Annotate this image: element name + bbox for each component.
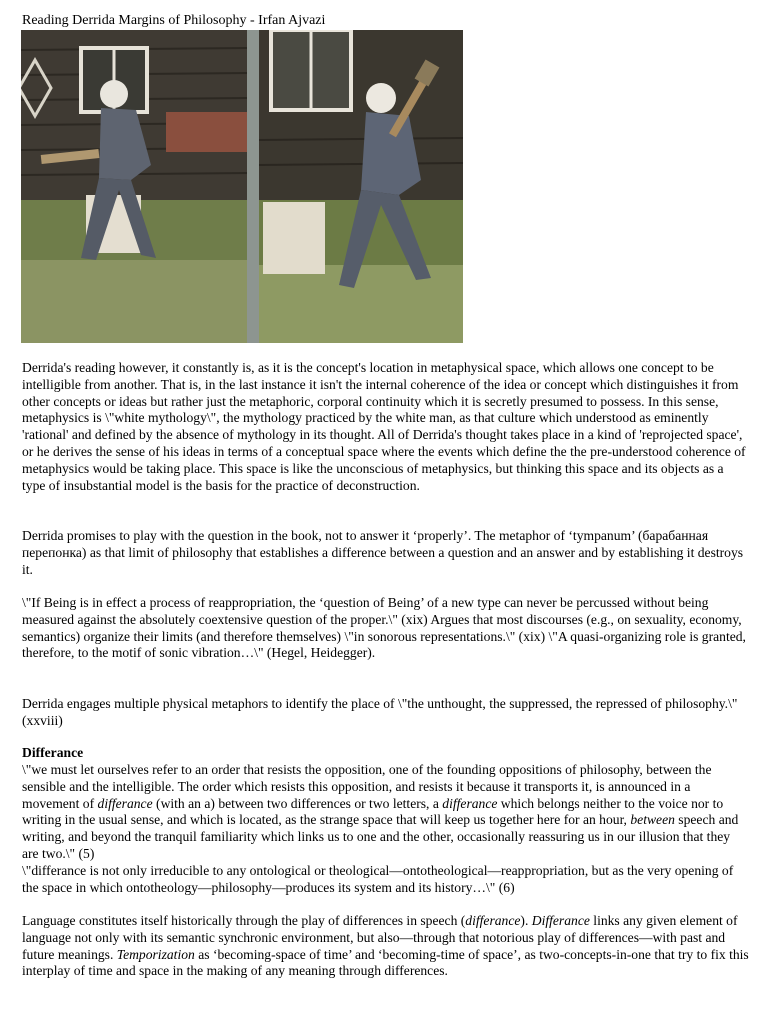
photo-image (21, 30, 463, 343)
document-title: Reading Derrida Margins of Philosophy - Irfan Ajvazi (22, 13, 326, 28)
differance-quote-1: \"we must let ourselves refer to an order that resists the opposition, one of the founding oppositions of philosophy, between the sensible and the intelligible. The order which resists this opposition, and resists it because it transports it, is announced in a movement of differance (with an a) between two differences or two letters, a differance which belongs neither to the voice nor to writing in the usual sense, and which is located, as the strange space that will keep us together here for an hour, between speech and writing, and beyond the tranquil familiarity which links us to one and the other, occasionally reassuring us in our illusion that they are two.\" (5) (22, 762, 739, 861)
paragraph-3: \"If Being is in effect a process of reappropriation, the ‘question of Being’ of a new type can never be percussed without being measured against the absolutely coextensive question of the proper.\" (xix) Argues that most discourses (e.g., on sexuality, economy, semantics) organize their limits (and therefore themselves) \"in sonorous representations.\" (xix) \"A quasi-organizing role is granted, therefore, to the motif of sonic vibration…\" (Hegel, Heidegger). (22, 595, 746, 661)
section-heading: Differance (22, 745, 84, 760)
paragraph-4: Derrida engages multiple physical metaphors to identify the place of \"the unthought, the suppressed, the repressed of philosophy.\" (xxviii) (22, 696, 738, 728)
paragraph-2: Derrida promises to play with the question in the book, not to answer it ‘properly’. The metaphor of ‘tympanum’ (барабанная перепонка) as that limit of philosophy that establishes a difference between a question and an answer and by establishing it destroys it. (22, 528, 744, 577)
differance-quote-2: \"differance is not only irreducible to any ontological or theological—ontotheological—reappropriation, but as the very opening of the space in which ontotheology—philosophy—produces its system and its history…\" (6) (22, 863, 734, 895)
paragraph-1: Derrida's reading however, it constantly is, as it is the concept's location in metaphysical space, which allows one concept to be intelligible from another. That is, in the last instance it isn't the internal coherence of the idea or concept which distinguishes it from other concepts or ideas but rather just the metaphoric, corporal continuity which it is secretly presumed to possess. In this sense, metaphysics is \"white mythology\", the mythology practiced by the white man, as that culture which understood as eminently 'rational' and defined by the absence of mythology in its thought. All of Derrida's thought takes place in a kind of 'reprojected space', or he derives the sense of his ideas in terms of a conceptual space where the events which define the the pre-understood coherence of metaphysics would be taking place. This space is like the unconscious of metaphysics, but thinking this space and its objects as a type of insubstantial model is the basis for the practice of deconstruction. (22, 360, 746, 493)
paragraph-language: Language constitutes itself historically through the play of differences in speech (differance). Differance links any given element of language not only with its semantic synchronic environment, but also—through that notorious play of differences—with past and future meanings. Temporization as ‘becoming-space of time’ and ‘becoming-time of space’, as two-concepts-in-one that try to fix this interplay of time and space in the making of any meaning through differences. (22, 913, 749, 979)
photo (21, 30, 463, 343)
